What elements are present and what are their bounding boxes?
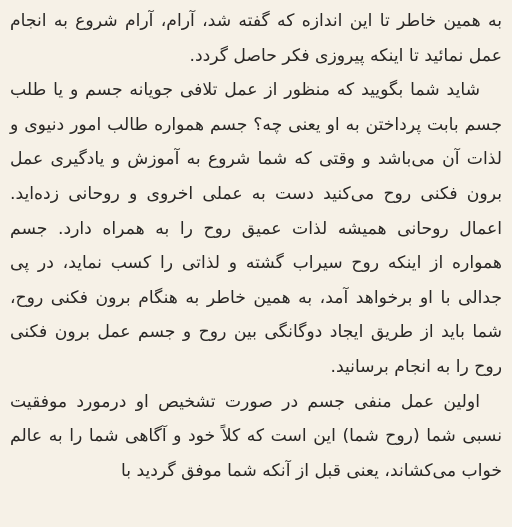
paragraph-3: اولین عمل منفی جسم در صورت تشخیص او درمورد موفقیت نسبی شما (روح شما) این است که کلاً خود و آگاهی شما را به عالم خواب می‌کشاند، یعنی قبل از آنکه شما موفق گردید با <box>10 391 502 481</box>
document-text <box>10 4 502 488</box>
paragraph-2: شاید شما بگویید که منظور از عمل تلافی جویانه جسم و یا طلب جسم بابت پرداختن به او یعنی چه؟ جسم همواره طالب امور دنیوی و لذات آن می‌باشد و وقتی که شما شروع به آموزش و یادگیری عمل برون فکنی روح می‌کنید دست به عملی اخروی و روحانی زده‌اید. اعمال روحانی همیشه لذات عمیق روح را به همراه دارد. جسم همواره از اینکه روح سیراب گشته و لذاتی را کسب نماید، در پی جدالی با او برخواهد آمد، به همین خاطر به هنگام برون فکنی روح، شما باید از طریق ایجاد دوگانگی بین روح و جسم عمل برون فکنی روح را به انجام برسانید. <box>10 80 502 377</box>
paragraph-1: به همین خاطر تا این اندازه که گفته شد، آرام، آرام شروع به انجام عمل نمائید تا اینکه پیروزی فکر حاصل گردد. <box>10 11 502 66</box>
